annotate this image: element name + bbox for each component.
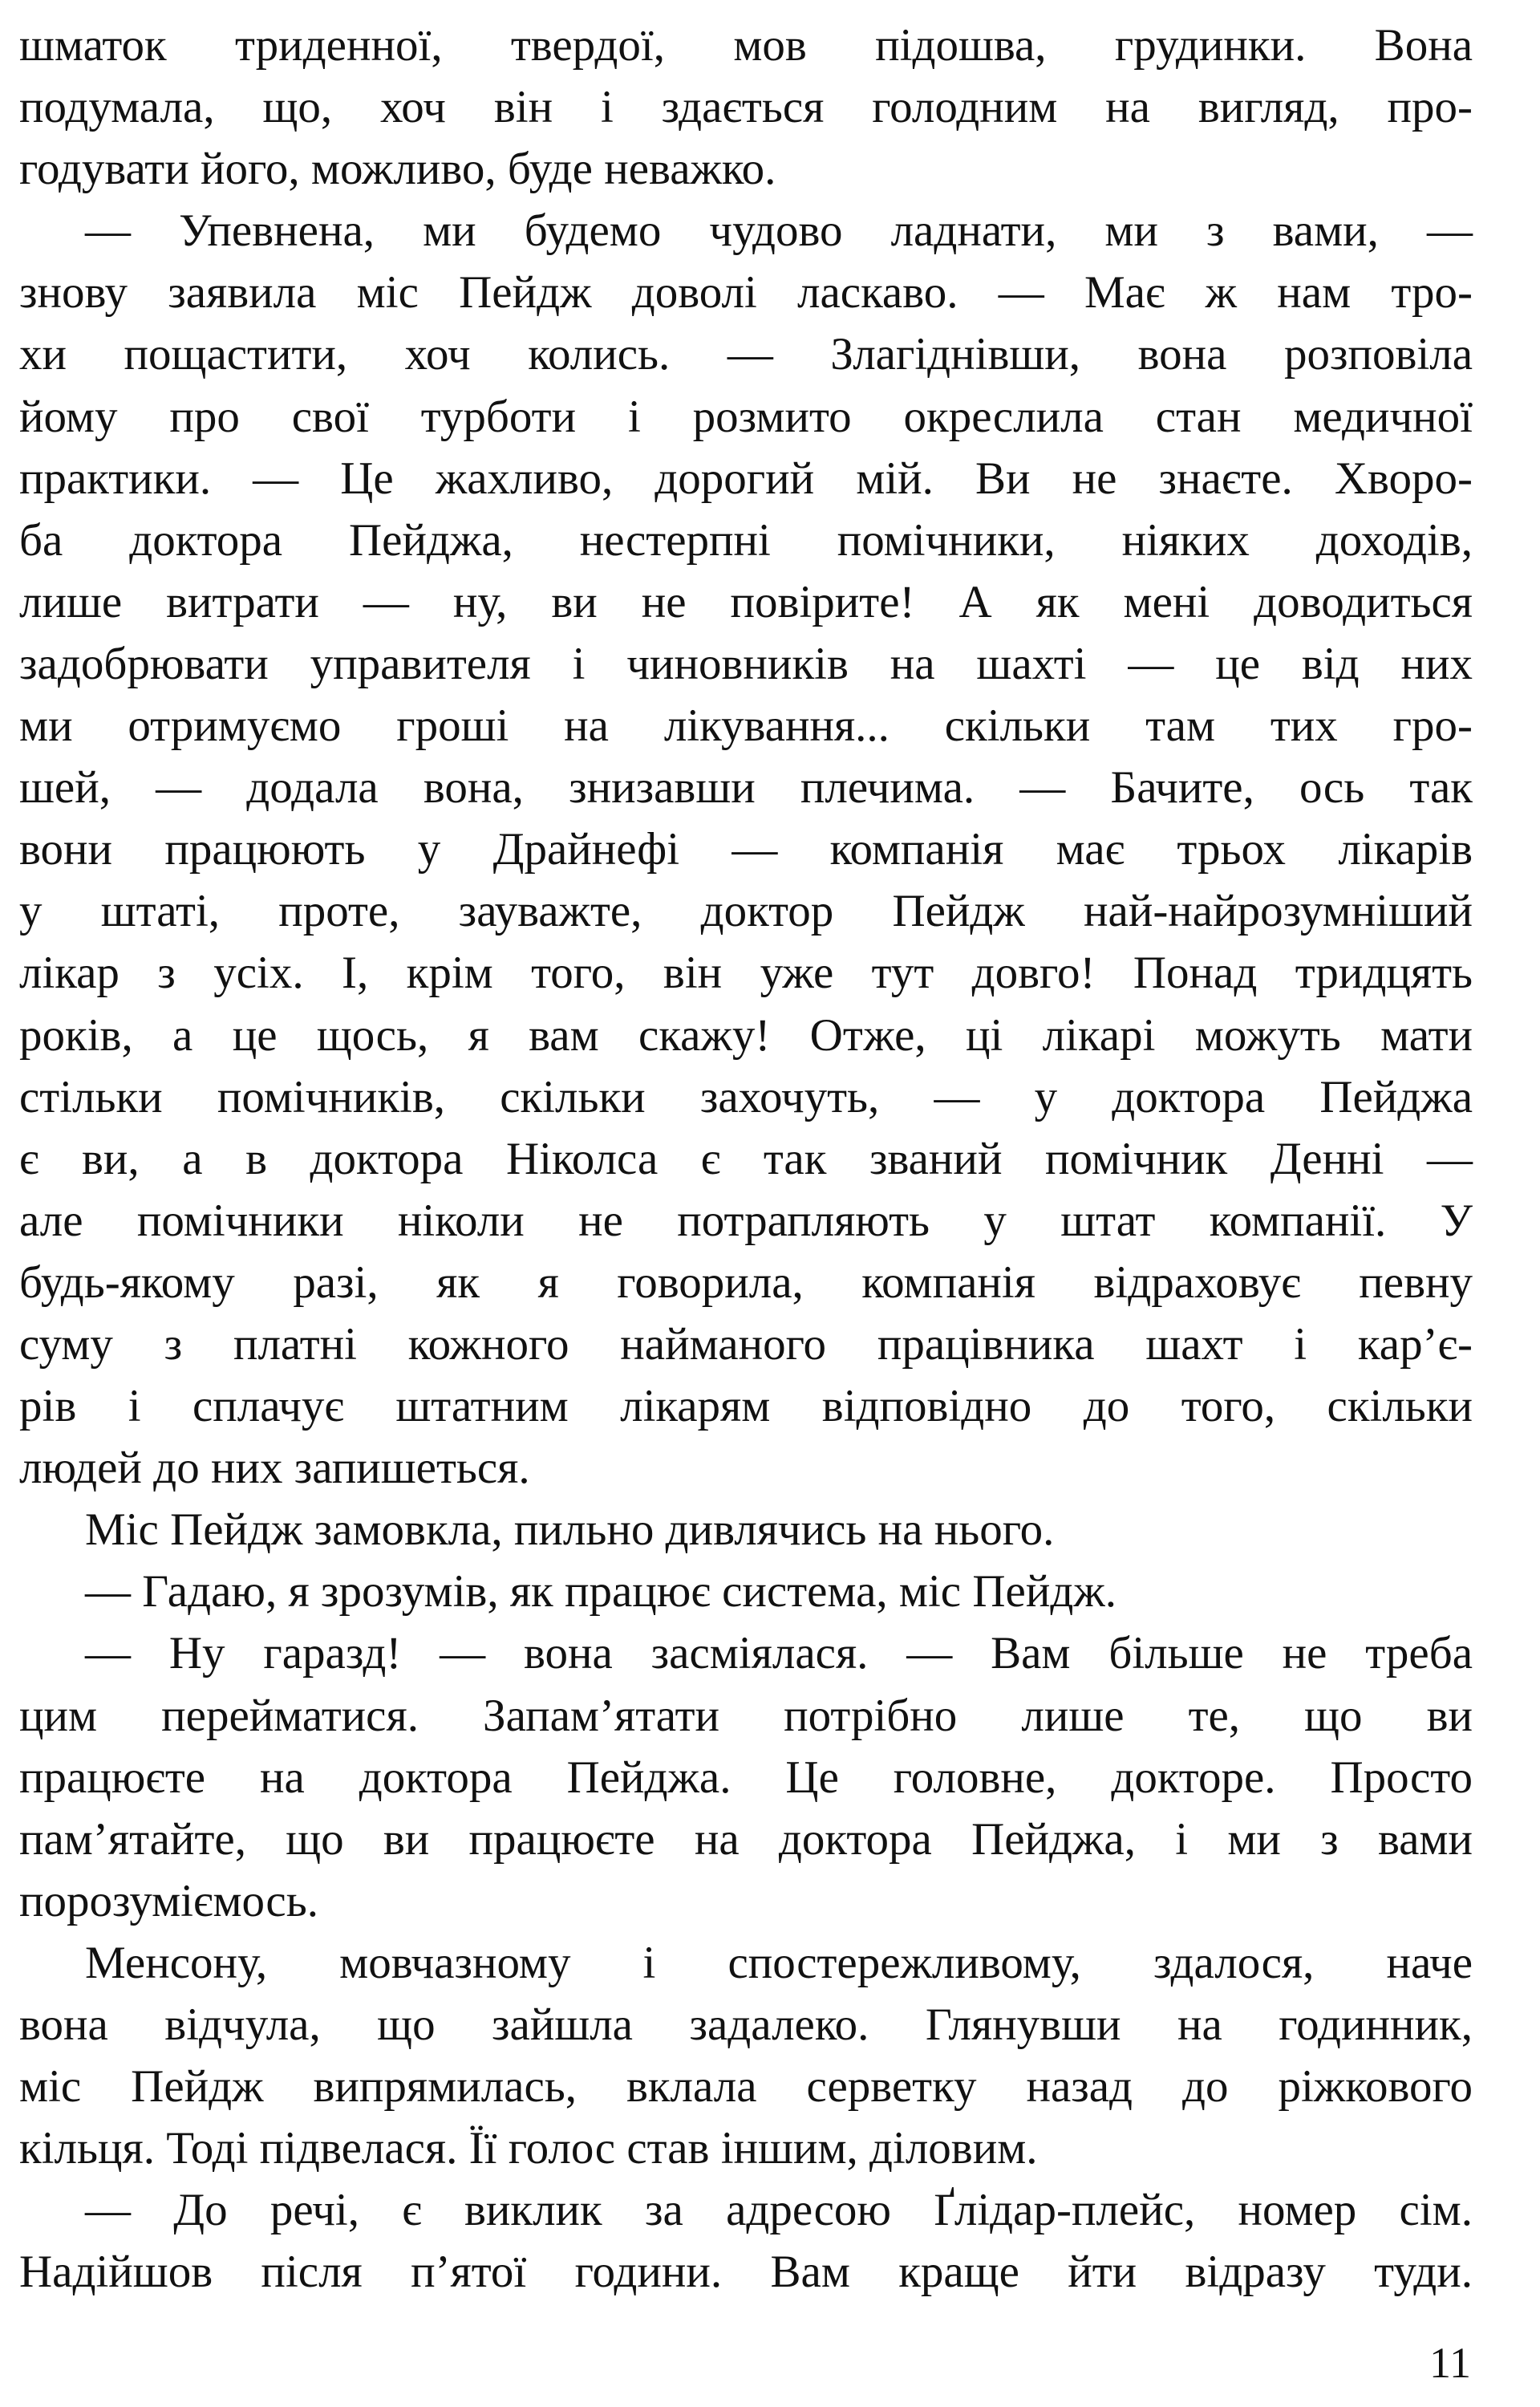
page-number: 11 bbox=[1429, 2339, 1471, 2387]
text-line: йому про свої турботи і розмито окреслила стан медичної bbox=[19, 391, 1473, 442]
text-line: кільця. Тоді підвелася. Її голос став іншим, діловим. bbox=[19, 2123, 1038, 2174]
text-line: цим перейматися. Запам’ятати потрібно лише те, що ви bbox=[19, 1690, 1473, 1741]
paragraph bbox=[19, 2179, 1473, 2303]
text-line: суму з платні кожного найманого працівника шахт і кар’є- bbox=[19, 1318, 1473, 1370]
text-line: міс Пейдж випрямилась, вклала серветку назад до ріжкового bbox=[19, 2061, 1473, 2113]
text-line: лікар з усіх. І, крім того, він уже тут довго! Понад тридцять bbox=[19, 948, 1473, 999]
text-line: подумала, що, хоч він і здається голодним на вигляд, про- bbox=[19, 82, 1473, 133]
text-line: ба доктора Пейджа, нестерпні помічники, ніяких доходів, bbox=[19, 514, 1473, 566]
paragraph bbox=[19, 200, 1473, 1499]
text-line: Міс Пейдж замовкла, пильно дивлячись на нього. bbox=[85, 1504, 1055, 1556]
paragraph bbox=[19, 1622, 1473, 1931]
text-line: будь-якому разі, як я говорила, компанія відраховує певну bbox=[19, 1256, 1473, 1308]
paragraph bbox=[19, 14, 1473, 200]
text-line: порозуміємось. bbox=[19, 1875, 318, 1926]
text-line: працюєте на доктора Пейджа. Це головне, докторе. Просто bbox=[19, 1751, 1473, 1803]
text-line: років, а це щось, я вам скажу! Отже, ці лікарі можуть мати bbox=[19, 1009, 1473, 1061]
text-line: вони працюють у Драйнефі — компанія має трьох лікарів bbox=[19, 824, 1473, 875]
paragraph bbox=[19, 1561, 1473, 1622]
paragraph bbox=[19, 1932, 1473, 2179]
text-line: людей до них запишеться. bbox=[19, 1443, 530, 1494]
text-line: у штаті, проте, зауважте, доктор Пейдж най-найрозумніший bbox=[19, 886, 1473, 937]
text-line: — Гадаю, я зрозумів, як працює система, міс Пейдж. bbox=[85, 1566, 1116, 1618]
text-line: але помічники ніколи не потрапляють у штат компанії. У bbox=[19, 1195, 1473, 1246]
text-line: хи пощастити, хоч колись. — Злагіднівши, вона розповіла bbox=[19, 329, 1473, 380]
text-line: рів і сплачує штатним лікарям відповідно до того, скільки bbox=[19, 1381, 1473, 1432]
text-line: — Ну гаразд! — вона засміялася. — Вам більше не треба bbox=[85, 1628, 1473, 1679]
text-line: є ви, а в доктора Ніколса є так званий помічник Денні — bbox=[19, 1133, 1473, 1184]
paragraph bbox=[19, 1499, 1473, 1561]
text-line: задобрювати управителя і чиновників на шахті — це від них bbox=[19, 638, 1473, 689]
text-line: Менсону, мовчазному і спостережливому, здалося, наче bbox=[85, 1937, 1473, 1988]
text-line: шей, — додала вона, знизавши плечима. — Бачите, ось так bbox=[19, 762, 1473, 814]
text-line: стільки помічників, скільки захочуть, — у доктора Пейджа bbox=[19, 1071, 1473, 1122]
text-line: — Упевнена, ми будемо чудово ладнати, ми з вами, — bbox=[85, 205, 1473, 257]
text-line: годувати його, можливо, буде неважко. bbox=[19, 144, 776, 195]
book-page-text bbox=[19, 14, 1473, 2303]
text-line: знову заявила міс Пейдж доволі ласкаво. — Має ж нам тро- bbox=[19, 267, 1473, 319]
text-line: вона відчула, що зайшла задалеко. Глянувши на годинник, bbox=[19, 1999, 1473, 2050]
text-line: лише витрати — ну, ви не повірите! А як мені доводиться bbox=[19, 576, 1473, 627]
text-line: пам’ятайте, що ви працюєте на доктора Пейджа, і ми з вами bbox=[19, 1813, 1473, 1865]
text-line: ми отримуємо гроші на лікування... скільки там тих гро- bbox=[19, 700, 1473, 752]
text-line: практики. — Це жахливо, дорогий мій. Ви не знаєте. Хворо- bbox=[19, 453, 1473, 504]
text-line: шматок триденної, твердої, мов підошва, грудинки. Вона bbox=[19, 20, 1473, 71]
text-line: — До речі, є виклик за адресою Ґлідар-плейс, номер сім. bbox=[85, 2185, 1473, 2236]
text-line: Надійшов після п’ятої години. Вам краще йти відразу туди. bbox=[19, 2247, 1473, 2298]
